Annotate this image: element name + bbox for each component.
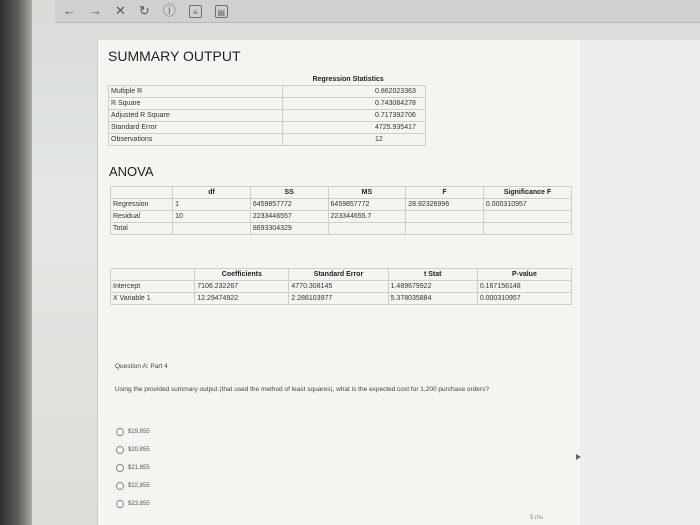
column-header: P-value bbox=[477, 269, 571, 281]
table-cell: 28.92326996 bbox=[406, 199, 484, 211]
table-cell: 2.286103977 bbox=[289, 293, 388, 305]
answer-option[interactable] bbox=[116, 500, 150, 508]
summary-title: SUMMARY OUTPUT bbox=[108, 48, 241, 64]
table-cell: Residual bbox=[111, 211, 173, 223]
radio-button[interactable] bbox=[116, 482, 124, 490]
option-label: $23,855 bbox=[128, 501, 150, 507]
table-cell: 12.29474922 bbox=[195, 293, 289, 305]
table-cell: 0.167156148 bbox=[477, 281, 571, 293]
column-header: SS bbox=[250, 187, 328, 199]
table-cell: 2233446557 bbox=[250, 211, 328, 223]
option-label: $21,855 bbox=[128, 465, 150, 471]
stat-label: Adjusted R Square bbox=[109, 110, 283, 122]
anova-table bbox=[110, 186, 572, 235]
table-cell: 1.489679922 bbox=[388, 281, 477, 293]
table-cell: 6459857772 bbox=[328, 199, 406, 211]
table-cell: X Variable 1 bbox=[111, 293, 195, 305]
stat-label: Observations bbox=[109, 134, 283, 146]
table-cell: 0.000310957 bbox=[477, 293, 571, 305]
stat-label: R Square bbox=[109, 98, 283, 110]
column-header: Significance F bbox=[483, 187, 571, 199]
reload-icon[interactable]: ↻ bbox=[138, 3, 150, 18]
table-cell bbox=[173, 223, 251, 235]
forward-icon[interactable]: → bbox=[89, 3, 102, 18]
coefficients-table bbox=[110, 268, 572, 305]
column-header: Standard Error bbox=[289, 269, 388, 281]
table-cell: 223344655.7 bbox=[328, 211, 406, 223]
stat-value: 0.717392706 bbox=[283, 110, 426, 122]
table-cell bbox=[483, 223, 571, 235]
table-row bbox=[111, 211, 572, 223]
answer-option[interactable] bbox=[116, 428, 150, 436]
back-icon[interactable]: ← bbox=[63, 3, 76, 18]
table-cell: 0.000310957 bbox=[483, 199, 571, 211]
table-row bbox=[109, 86, 426, 98]
page-icon[interactable]: ▤ bbox=[215, 5, 228, 18]
table-row bbox=[111, 199, 572, 211]
radio-button[interactable] bbox=[116, 464, 124, 472]
corner-tag: 5 ms bbox=[530, 515, 544, 521]
regression-stats-header: Regression Statistics bbox=[312, 76, 384, 83]
radio-button[interactable] bbox=[116, 428, 124, 436]
reader-icon[interactable]: ≡ bbox=[189, 5, 202, 18]
right-panel bbox=[580, 40, 700, 525]
table-cell: 8693304329 bbox=[250, 223, 328, 235]
question-label: Question A: Part 4 bbox=[115, 363, 168, 370]
table-cell: 4770.308145 bbox=[289, 281, 388, 293]
stat-value: 12 bbox=[283, 134, 426, 146]
content-page bbox=[97, 40, 581, 525]
answer-option[interactable] bbox=[116, 446, 150, 454]
stat-value: 4725.935417 bbox=[283, 122, 426, 134]
option-label: $20,855 bbox=[128, 447, 150, 453]
table-cell: 5.378035884 bbox=[388, 293, 477, 305]
answer-option[interactable] bbox=[116, 464, 150, 472]
table-cell: Total bbox=[111, 223, 173, 235]
table-row bbox=[109, 122, 426, 134]
table-cell bbox=[483, 211, 571, 223]
stat-value: 0.862023363 bbox=[283, 86, 426, 98]
table-row bbox=[109, 98, 426, 110]
table-cell: Regression bbox=[111, 199, 173, 211]
radio-button[interactable] bbox=[116, 500, 124, 508]
radio-button[interactable] bbox=[116, 446, 124, 454]
table-row bbox=[109, 134, 426, 146]
table-cell bbox=[406, 211, 484, 223]
table-header-row bbox=[111, 187, 572, 199]
option-label: $19,855 bbox=[128, 429, 150, 435]
anova-title: ANOVA bbox=[109, 164, 154, 179]
table-cell: Intercept bbox=[111, 281, 195, 293]
column-header: F bbox=[406, 187, 484, 199]
stat-label: Multiple R bbox=[109, 86, 283, 98]
browser-toolbar bbox=[55, 0, 700, 23]
answer-option[interactable] bbox=[116, 482, 150, 490]
column-header: MS bbox=[328, 187, 406, 199]
info-icon[interactable]: ⓘ bbox=[162, 3, 176, 18]
option-label: $22,855 bbox=[128, 483, 150, 489]
column-header: t Stat bbox=[388, 269, 477, 281]
stat-value: 0.743084278 bbox=[283, 98, 426, 110]
monitor-bezel bbox=[0, 0, 32, 525]
table-cell: 1 bbox=[173, 199, 251, 211]
table-cell bbox=[328, 223, 406, 235]
table-cell bbox=[406, 223, 484, 235]
column-header: Coefficients bbox=[195, 269, 289, 281]
close-icon[interactable]: ✕ bbox=[115, 3, 126, 18]
column-header bbox=[111, 187, 173, 199]
table-row bbox=[111, 281, 572, 293]
question-text: Using the provided summary output (that used the method of least squares), what is the expected cost for 1,200 purchase orders? bbox=[115, 386, 489, 393]
column-header bbox=[111, 269, 195, 281]
table-cell: 6459857772 bbox=[250, 199, 328, 211]
column-header: df bbox=[173, 187, 251, 199]
table-row bbox=[109, 110, 426, 122]
regression-stats-table bbox=[108, 74, 426, 146]
table-cell: 7106.232267 bbox=[195, 281, 289, 293]
table-header-row bbox=[111, 269, 572, 281]
table-cell: 10 bbox=[173, 211, 251, 223]
table-row bbox=[111, 293, 572, 305]
table-row bbox=[111, 223, 572, 235]
stat-label: Standard Error bbox=[109, 122, 283, 134]
